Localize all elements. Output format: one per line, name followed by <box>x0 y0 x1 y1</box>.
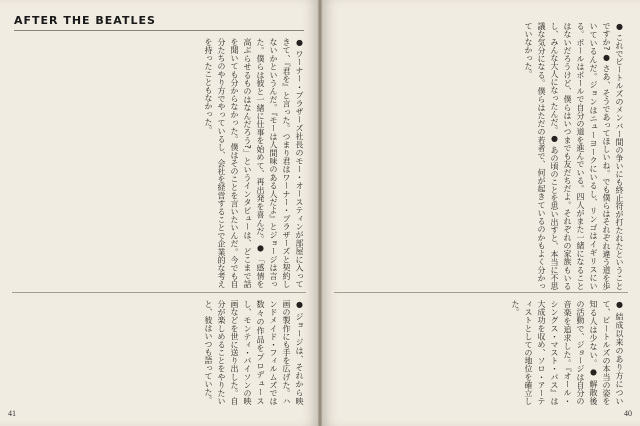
right-page <box>322 0 640 426</box>
left-lower-column: ● ジョージは、それから映画の製作にも手を広げた。ハンドメイド・フィルムズでは数々の作品をプロデュースし、モンティ・パイソンの映画などを世に送り出した。自分が楽しめることをやりたいと、彼はいつも語っていた。 <box>204 300 304 405</box>
header-rule <box>14 30 304 31</box>
left-page <box>0 0 318 426</box>
column-divider <box>12 292 306 293</box>
right-page-number: 40 <box>624 409 632 418</box>
column-divider <box>334 292 628 293</box>
right-lower-column: ● 結成以来のあり方について、ビートルズの本当の姿を知る人は少ない。● 解散後の活動で、ジョージは自分の音楽を追求した。『オール・シングス・マスト・パス』は大成功を収め、ソロ・アーティストとしての地位を確立した。 <box>511 300 624 405</box>
right-upper-column: ● これでビートルズのメンバー間の争いにも終止符が打たれたということですか? ● さあ、そうであってほしいね。でも僕らはそれぞれ違う道を歩いているんだ。ジョンはニューヨークにいるし、リンゴはイギリスにいる。ポールはポールで自分の道を進んでいる。四人がまた一緒になることはないだろうけど、僕らはいつまでも友だちだよ。それぞれの家族もいるし、みんな大人になったんだ。● あの頃のことを思い出すと、本当に不思議な気分になる。僕らはただの若者で、何が起きているのかもよく分かっていなかった。 <box>524 22 624 290</box>
left-upper-column: ● ワーナー・ブラザーズ社長のモー・オースティンが部屋に入ってきて、『君を』と言った。つまり君はワーナー・ブラザーズと契約しないかというんだ。『モーは人間味のある人だよ』とジョージは言った。僕らは彼と一緒に仕事を始めて、再出発を喜んだ。● 「感情を高ぶらせるものはなんだろう?」というインタビューは、どこまで話を聞いても分からなかった。僕はそのことを言いたいんだ。今でも自分たちのやり方でやっているし、会社を経営することで企業的な考えを持ったこともなかった。 <box>204 38 304 288</box>
left-page-number: 41 <box>8 409 16 418</box>
running-header: AFTER THE BEATLES <box>14 14 156 27</box>
